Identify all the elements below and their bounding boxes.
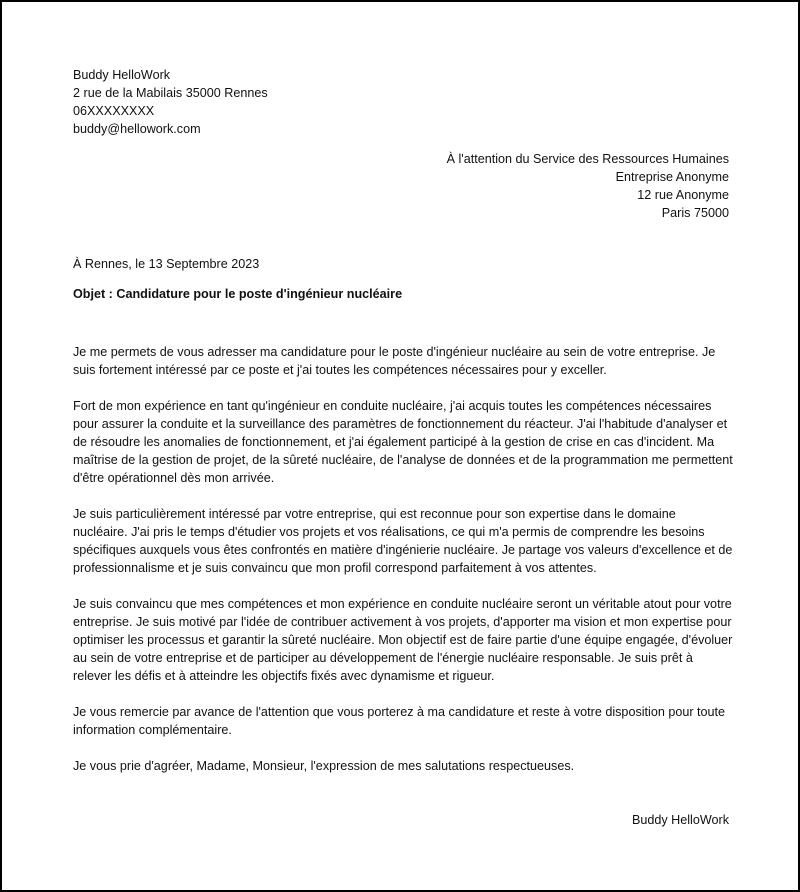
signature: Buddy HelloWork xyxy=(631,813,729,827)
paragraph-intro: Je me permets de vous adresser ma candidature pour le poste d'ingénieur nucléaire au sein de votre entreprise. Je suis fortement intéressé par ce poste et j'ai toutes les compétences nécessaires pour y exceller. xyxy=(73,345,716,377)
paragraph-thanks: Je vous remercie par avance de l'attention que vous porterez à ma candidature et reste à votre disposition pour toute information complémentaire. xyxy=(73,705,726,737)
date-line: À Rennes, le 13 Septembre 2023 xyxy=(73,257,260,271)
sender-email: buddy@hellowork.com xyxy=(73,122,201,136)
recipient-company: Entreprise Anonyme xyxy=(615,170,729,184)
subject-line: Objet : Candidature pour le poste d'ingénieur nucléaire xyxy=(73,287,403,301)
recipient-street: 12 rue Anonyme xyxy=(637,188,729,202)
sender-name: Buddy HelloWork xyxy=(73,68,171,82)
sender-phone: 06XXXXXXXX xyxy=(73,104,155,118)
sender-block xyxy=(73,66,729,138)
recipient-attention: À l'attention du Service des Ressources Humaines xyxy=(446,152,729,166)
paragraph-company-interest: Je suis particulièrement intéressé par votre entreprise, qui est reconnue pour son expertise dans le domaine nucléaire. J'ai pris le temps d'étudier vos projets et vos réalisations, ce qui m'a permis de comprendre les besoins spécifiques auxquels vous êtes confrontés en matière d'ingénierie nucléaire. Je partage vos valeurs d'excellence et de professionnalisme et je suis convaincu que mon profil correspond parfaitement à vos attentes. xyxy=(73,507,733,575)
recipient-city: Paris 75000 xyxy=(661,206,729,220)
sender-address: 2 rue de la Mabilais 35000 Rennes xyxy=(73,86,268,100)
recipient-block xyxy=(73,150,729,222)
paragraph-experience: Fort de mon expérience en tant qu'ingénieur en conduite nucléaire, j'ai acquis toutes les compétences nécessaires pour assurer la conduite et la surveillance des paramètres de fonctionnement du réacteur. J'ai l'habitude d'analyser et de résoudre les anomalies de fonctionnement, et j'ai également participé à la gestion de crise en cas d'incident. Ma maîtrise de la gestion de projet, de la sûreté nucléaire, de l'analyse de données et de la programmation me permettent d'être opérationnel dès mon arrivée. xyxy=(73,399,733,485)
paragraph-motivation: Je suis convaincu que mes compétences et mon expérience en conduite nucléaire seront un véritable atout pour votre entreprise. Je suis motivé par l'idée de contribuer activement à vos projets, d'apporter ma vision et mon expertise pour optimiser les processus et garantir la sûreté nucléaire. Mon objectif est de faire partie d'une équipe engagée, d'évoluer au sein de votre entreprise et de participer au développement de l'énergie nucléaire responsable. Je suis prêt à relever les défis et à atteindre les objectifs fixés avec dynamisme et rigueur. xyxy=(73,597,733,683)
paragraph-closing: Je vous prie d'agréer, Madame, Monsieur, l'expression de mes salutations respectueuses. xyxy=(73,759,575,773)
